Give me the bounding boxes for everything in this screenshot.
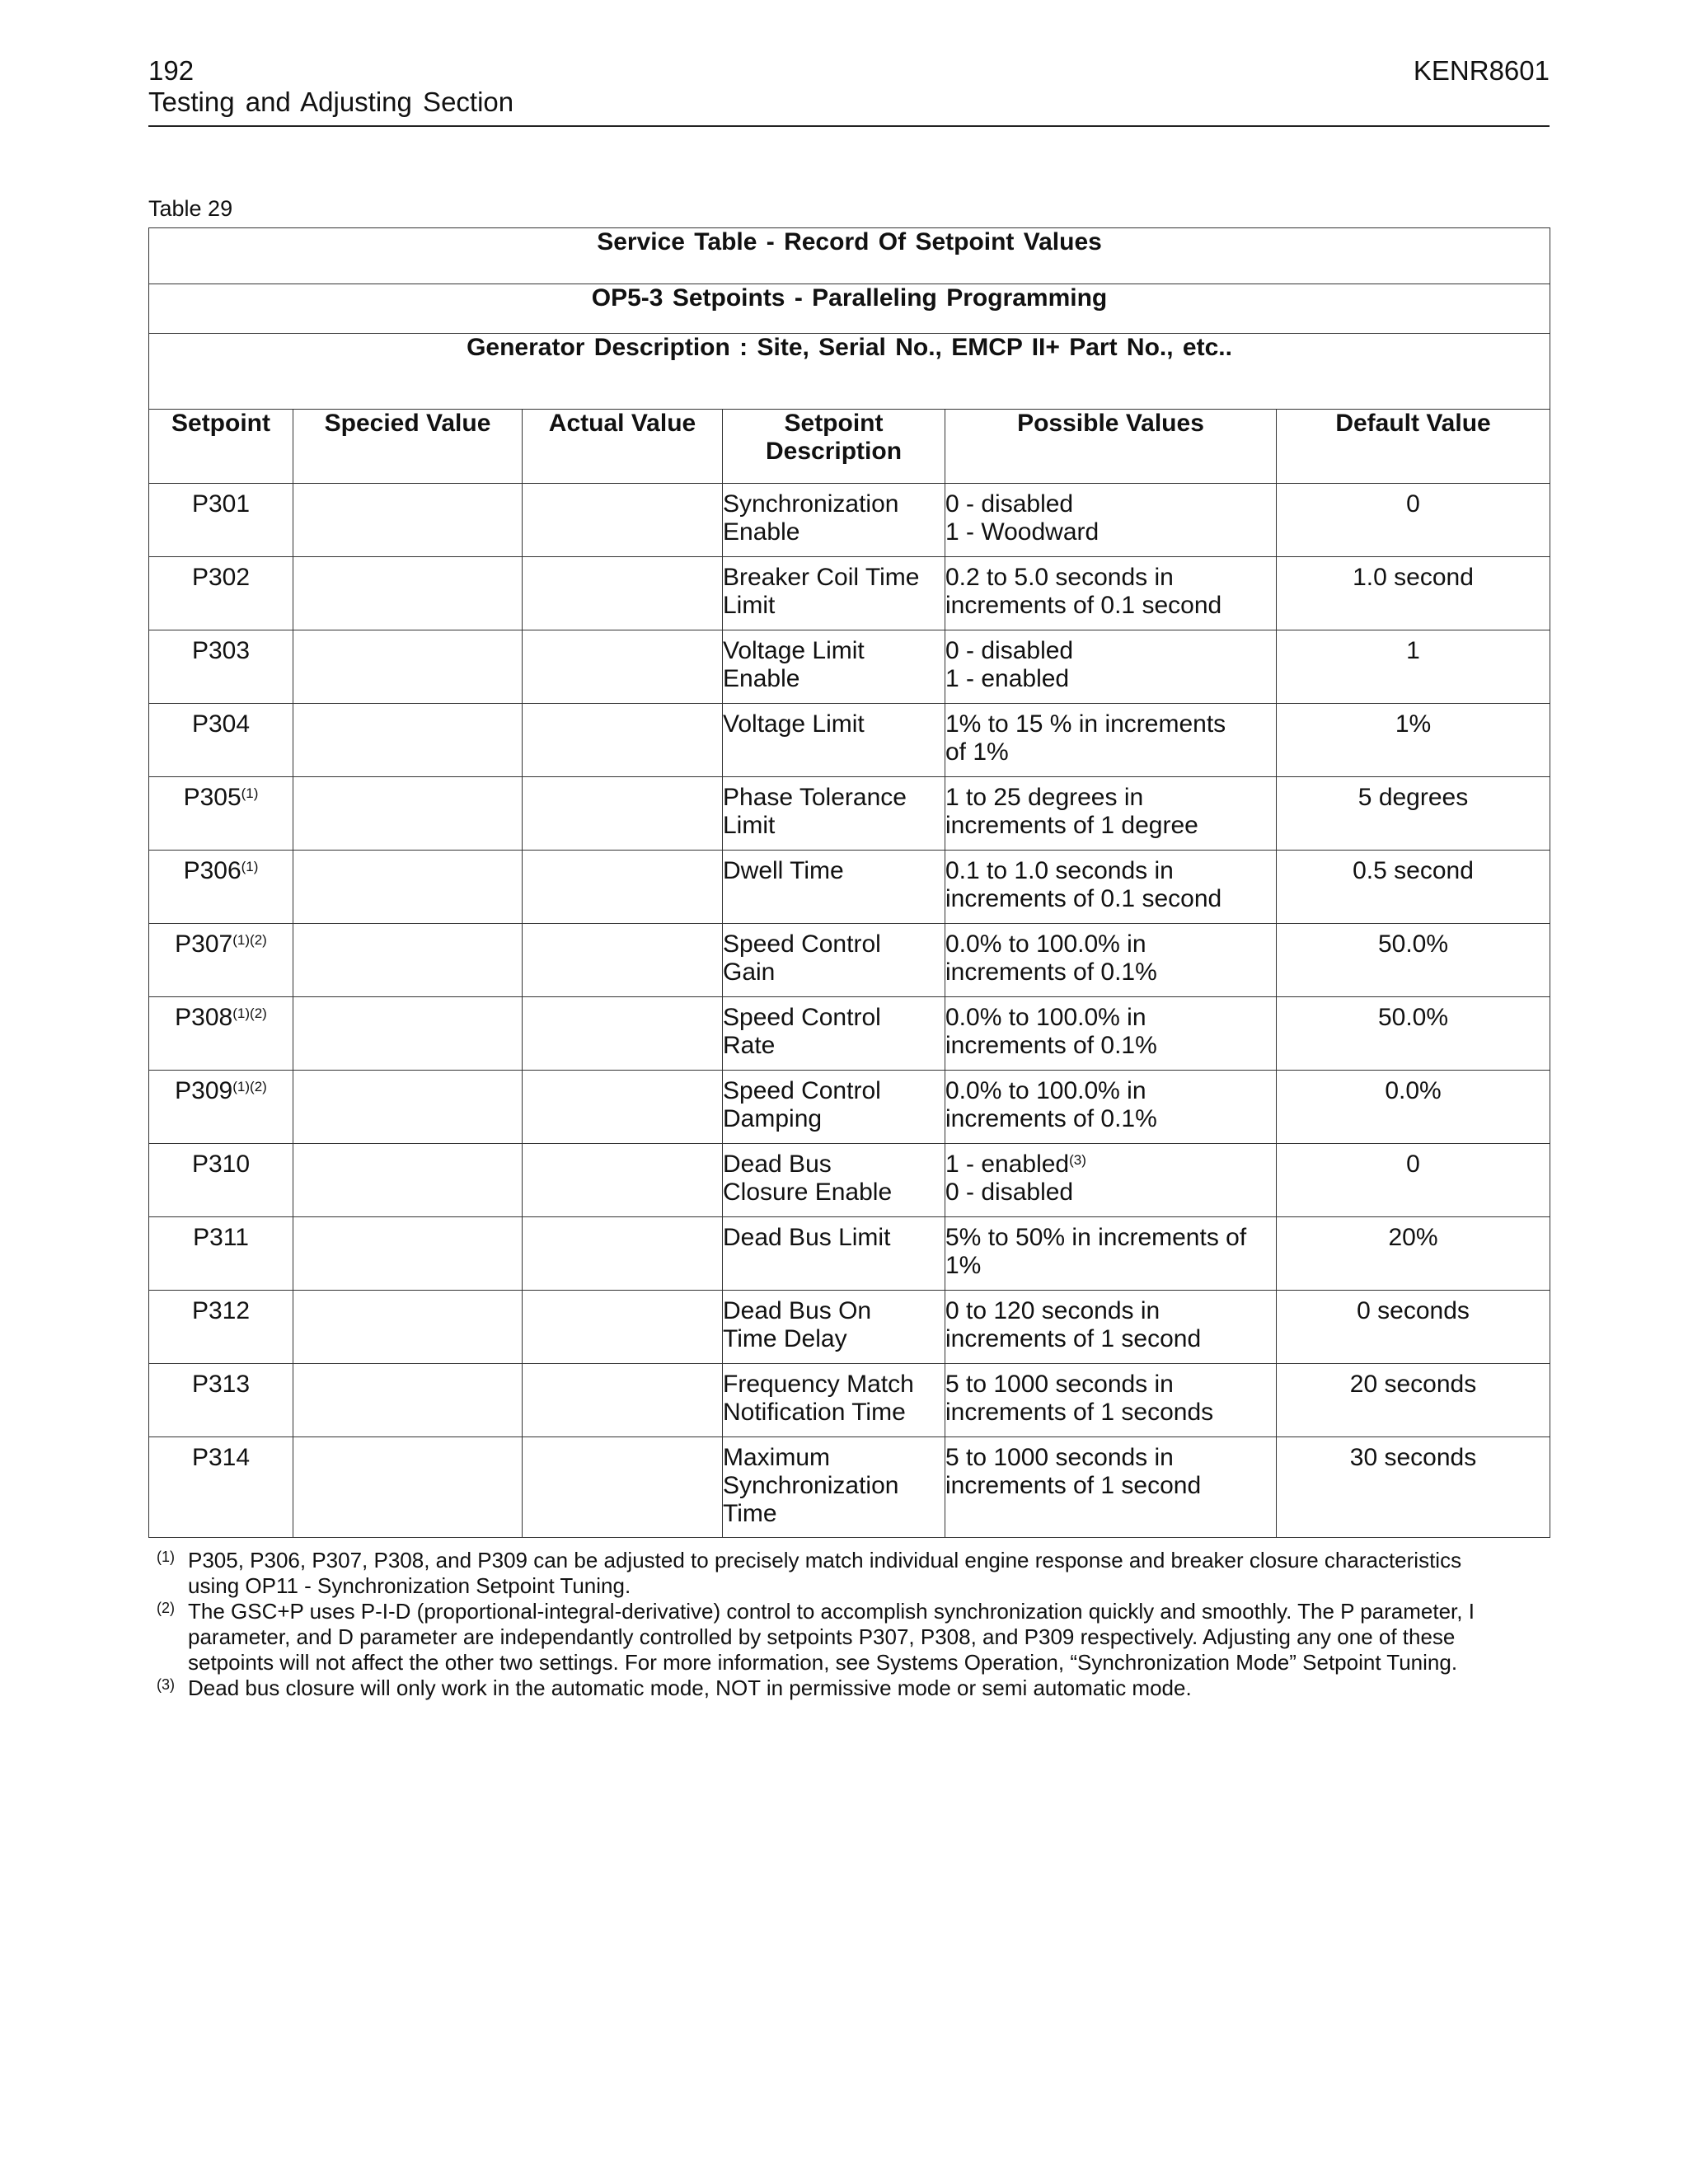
possible-value-line (945, 930, 1276, 958)
default-value-cell: 30 seconds (1277, 1437, 1550, 1538)
setpoint-id: P309 (175, 1077, 233, 1104)
setpoint-id: P310 (191, 1151, 251, 1178)
specified-value-cell[interactable] (293, 557, 523, 630)
description-line: Dead Bus Limit (723, 1224, 891, 1251)
specified-value-cell[interactable] (293, 1437, 523, 1538)
possible-values-cell (945, 1217, 1277, 1291)
default-value-cell: 5 degrees (1277, 777, 1550, 851)
footnote-ref: (1) (241, 785, 259, 801)
possible-value-line (945, 1371, 1276, 1399)
possible-values-cell (945, 777, 1277, 851)
possible-values-cell (945, 484, 1277, 557)
setpoint-id: P313 (191, 1371, 251, 1398)
default-value-cell: 1% (1277, 704, 1550, 777)
possible-value-line (945, 637, 1276, 665)
description-cell (723, 704, 945, 777)
specified-value-cell[interactable] (293, 484, 523, 557)
table-row (149, 777, 1550, 851)
setpoint-id: P304 (191, 710, 251, 738)
description-line: Synchronization (723, 1472, 899, 1499)
specified-value-cell[interactable] (293, 777, 523, 851)
possible-value-line (945, 857, 1276, 885)
possible-value-text: 5% to 50% in increments of (945, 1224, 1247, 1251)
description-line: Voltage Limit (723, 637, 865, 664)
possible-value-line: increments of 0.1 second (945, 592, 1222, 619)
setpoint-id: P302 (191, 564, 251, 591)
possible-value-line: 1 - Woodward (945, 518, 1100, 546)
column-header-row (149, 410, 1550, 484)
table-title: Service Table - Record Of Setpoint Values (149, 228, 1550, 284)
setpoint-cell (149, 924, 293, 997)
possible-value-text: 5 to 1000 seconds in (945, 1371, 1174, 1398)
description-line: Dead Bus (723, 1151, 832, 1178)
description-cell (723, 1364, 945, 1437)
possible-value-line (945, 490, 1276, 518)
footnote-ref: (1)(2) (232, 1079, 267, 1094)
description-line: Phase Tolerance (723, 784, 907, 811)
description-line: Speed Control (723, 1077, 881, 1104)
possible-value-text: 0.2 to 5.0 seconds in (945, 564, 1174, 591)
table-row (149, 704, 1550, 777)
col-setpoint-description (723, 410, 945, 484)
col-desc-line-1: Setpoint (784, 410, 884, 437)
default-value-cell: 50.0% (1277, 997, 1550, 1071)
setpoint-id: P314 (191, 1444, 251, 1471)
setpoint-cell (149, 851, 293, 924)
possible-values-cell (945, 1071, 1277, 1144)
setpoint-cell (149, 1071, 293, 1144)
possible-value-line: 1 - enabled (945, 665, 1070, 692)
possible-values-cell (945, 997, 1277, 1071)
table-subtitle: OP5-3 Setpoints - Paralleling Programming (149, 284, 1550, 334)
description-line: Breaker Coil Time (723, 564, 920, 591)
description-line: Maximum (723, 1444, 831, 1471)
description-line: Speed Control (723, 1004, 881, 1031)
specified-value-cell[interactable] (293, 1217, 523, 1291)
footnote-ref: (1)(2) (232, 1005, 267, 1021)
possible-value-text: 0.0% to 100.0% in (945, 1077, 1146, 1104)
possible-value-line: increments of 1 seconds (945, 1399, 1214, 1426)
possible-value-line: increments of 1 second (945, 1472, 1202, 1499)
description-cell (723, 630, 945, 704)
table-row (149, 484, 1550, 557)
col-actual-value: Actual Value (523, 410, 723, 484)
table-row (149, 557, 1550, 630)
actual-value-cell[interactable] (523, 1437, 723, 1538)
footnote-mark: (3) (157, 1676, 175, 1693)
description-line: Gain (723, 958, 776, 986)
actual-value-cell[interactable] (523, 1291, 723, 1364)
specified-value-cell[interactable] (293, 1071, 523, 1144)
table-row (149, 1437, 1550, 1538)
possible-value-text: 5 to 1000 seconds in (945, 1444, 1174, 1471)
setpoint-cell (149, 484, 293, 557)
setpoint-id: P306 (183, 857, 241, 884)
col-desc-line-2: Description (765, 438, 903, 465)
default-value-cell: 0 (1277, 1144, 1550, 1217)
actual-value-cell[interactable] (523, 1364, 723, 1437)
possible-value-line: 0 - disabled (945, 1179, 1074, 1206)
possible-value-line (945, 1151, 1276, 1179)
setpoint-id: P312 (191, 1297, 251, 1324)
setpoint-cell (149, 630, 293, 704)
possible-values-cell (945, 1364, 1277, 1437)
setpoint-cell (149, 1437, 293, 1538)
possible-value-text: 0 - disabled (945, 637, 1074, 664)
col-setpoint: Setpoint (149, 410, 293, 484)
setpoint-id: P305 (183, 784, 241, 811)
table-title-row (149, 228, 1550, 284)
possible-value-text: 0 - disabled (945, 490, 1074, 518)
footnote-ref: (1)(2) (232, 932, 267, 948)
possible-values-cell (945, 1291, 1277, 1364)
description-line: Rate (723, 1032, 776, 1059)
table-label: Table 29 (148, 196, 233, 221)
possible-value-line: increments of 1 degree (945, 812, 1198, 839)
setpoint-cell (149, 1217, 293, 1291)
col-possible-values: Possible Values (945, 410, 1277, 484)
possible-values-cell (945, 630, 1277, 704)
default-value-cell: 0 seconds (1277, 1291, 1550, 1364)
default-value-cell: 1.0 second (1277, 557, 1550, 630)
actual-value-cell[interactable] (523, 1217, 723, 1291)
setpoint-cell (149, 1144, 293, 1217)
description-cell (723, 851, 945, 924)
description-cell (723, 924, 945, 997)
possible-values-cell (945, 924, 1277, 997)
specified-value-cell[interactable] (293, 924, 523, 997)
setpoint-id: P311 (193, 1224, 249, 1251)
footnote-line: The GSC+P uses P-I-D (proportional-integral-derivative) control to accomplish synchronization quickly and smoothly. The P parameter, I (188, 1599, 1475, 1624)
possible-value-line (945, 564, 1276, 592)
section-title: Testing and Adjusting Section (148, 87, 514, 117)
actual-value-cell[interactable] (523, 1144, 723, 1217)
specified-value-cell[interactable] (293, 630, 523, 704)
footnote-line: parameter, and D parameter are independantly controlled by setpoints P307, P308, and P309 respectively. Adjusting any one of these (188, 1624, 1456, 1649)
possible-value-line: increments of 0.1% (945, 1105, 1157, 1132)
default-value-cell: 0 (1277, 484, 1550, 557)
setpoint-cell (149, 1291, 293, 1364)
possible-value-line (945, 784, 1276, 812)
possible-values-cell (945, 704, 1277, 777)
description-line: Voltage Limit (723, 710, 865, 738)
footnote-line: P305, P306, P307, P308, and P309 can be adjusted to precisely match individual engine response and breaker closure characteristics (188, 1548, 1462, 1572)
footnote (155, 1675, 1556, 1701)
possible-value-line (945, 1297, 1276, 1325)
table-row (149, 1071, 1550, 1144)
table-row (149, 1364, 1550, 1437)
possible-value-text: 0 to 120 seconds in (945, 1297, 1160, 1324)
footnote-mark: (1) (157, 1549, 175, 1565)
table-row (149, 1291, 1550, 1364)
default-value-cell: 0.5 second (1277, 851, 1550, 924)
setpoint-cell (149, 704, 293, 777)
specified-value-cell[interactable] (293, 704, 523, 777)
table-row (149, 1144, 1550, 1217)
description-line: Damping (723, 1105, 823, 1132)
description-line: Notification Time (723, 1399, 906, 1426)
footnote-ref: (1) (241, 859, 259, 874)
possible-values-cell (945, 1437, 1277, 1538)
actual-value-cell[interactable] (523, 997, 723, 1071)
table-subtitle-row (149, 284, 1550, 334)
specified-value-cell[interactable] (293, 1291, 523, 1364)
possible-value-line (945, 1004, 1276, 1032)
page-header (148, 54, 1550, 127)
specified-value-cell[interactable] (293, 851, 523, 924)
footnote-line: using OP11 - Synchronization Setpoint Tuning. (188, 1573, 631, 1598)
actual-value-cell[interactable] (523, 484, 723, 557)
possible-value-line: 1% (945, 1252, 982, 1279)
description-cell (723, 484, 945, 557)
setpoint-cell (149, 1364, 293, 1437)
footnote-ref: (3) (1069, 1152, 1086, 1168)
actual-value-cell[interactable] (523, 1071, 723, 1144)
possible-values-cell (945, 1144, 1277, 1217)
specified-value-cell[interactable] (293, 1144, 523, 1217)
footnotes (155, 1548, 1556, 1701)
description-cell (723, 1437, 945, 1538)
col-specified-value: Specied Value (293, 410, 523, 484)
default-value-cell: 20 seconds (1277, 1364, 1550, 1437)
default-value-cell: 20% (1277, 1217, 1550, 1291)
description-line: Time Delay (723, 1325, 847, 1352)
generator-description: Generator Description : Site, Serial No., EMCP II+ Part No., etc.. (149, 334, 1550, 410)
table-row (149, 630, 1550, 704)
possible-values-cell (945, 557, 1277, 630)
setpoint-id: P303 (191, 637, 251, 664)
description-line: Dwell Time (723, 857, 844, 884)
page-number: 192 (148, 55, 195, 86)
default-value-cell: 0.0% (1277, 1071, 1550, 1144)
actual-value-cell[interactable] (523, 557, 723, 630)
description-line: Time (723, 1500, 777, 1527)
description-line: Limit (723, 812, 776, 839)
setpoint-id: P308 (175, 1004, 233, 1031)
possible-value-text: 1 - enabled (945, 1151, 1070, 1178)
description-cell (723, 777, 945, 851)
setpoint-id: P307 (175, 930, 233, 958)
possible-value-line: of 1% (945, 738, 1009, 766)
footnote-line: Dead bus closure will only work in the automatic mode, NOT in permissive mode or semi automatic mode. (188, 1675, 1192, 1700)
col-default-value: Default Value (1277, 410, 1550, 484)
description-line: Closure Enable (723, 1179, 893, 1206)
description-line: Enable (723, 665, 800, 692)
table-row (149, 851, 1550, 924)
default-value-cell: 1 (1277, 630, 1550, 704)
possible-value-line (945, 1077, 1276, 1105)
possible-value-text: 0.0% to 100.0% in (945, 930, 1146, 958)
description-line: Speed Control (723, 930, 881, 958)
actual-value-cell[interactable] (523, 704, 723, 777)
actual-value-cell[interactable] (523, 777, 723, 851)
description-line: Frequency Match (723, 1371, 914, 1398)
description-line: Limit (723, 592, 776, 619)
specified-value-cell[interactable] (293, 997, 523, 1071)
description-cell (723, 1217, 945, 1291)
description-line: Synchronization (723, 490, 899, 518)
possible-value-line: increments of 0.1% (945, 958, 1157, 986)
specified-value-cell[interactable] (293, 1364, 523, 1437)
actual-value-cell[interactable] (523, 630, 723, 704)
table-row (149, 924, 1550, 997)
footnote-line: setpoints will not affect the other two settings. For more information, see Systems Operation, “Synchronization Mode” Setpoint Tuning. (188, 1650, 1458, 1675)
actual-value-cell[interactable] (523, 924, 723, 997)
generator-description-row (149, 334, 1550, 410)
description-cell (723, 1291, 945, 1364)
description-cell (723, 1144, 945, 1217)
description-cell (723, 557, 945, 630)
description-line: Dead Bus On (723, 1297, 872, 1324)
footnote (155, 1599, 1556, 1675)
actual-value-cell[interactable] (523, 851, 723, 924)
possible-value-text: 0.0% to 100.0% in (945, 1004, 1146, 1031)
setpoint-id: P301 (191, 490, 251, 518)
possible-value-text: 1 to 25 degrees in (945, 784, 1144, 811)
possible-value-line (945, 710, 1276, 738)
default-value-cell: 50.0% (1277, 924, 1550, 997)
description-cell (723, 1071, 945, 1144)
possible-value-line: increments of 0.1 second (945, 885, 1222, 912)
possible-value-line: increments of 0.1% (945, 1032, 1157, 1059)
possible-values-cell (945, 851, 1277, 924)
setpoint-cell (149, 557, 293, 630)
table-row (149, 1217, 1550, 1291)
setpoint-table (148, 227, 1550, 1538)
possible-value-line: increments of 1 second (945, 1325, 1202, 1352)
possible-value-line (945, 1444, 1276, 1472)
footnote (155, 1548, 1556, 1599)
description-cell (723, 997, 945, 1071)
description-line: Enable (723, 518, 800, 546)
possible-value-text: 0.1 to 1.0 seconds in (945, 857, 1174, 884)
possible-value-text: 1% to 15 % in increments (945, 710, 1226, 738)
setpoint-cell (149, 777, 293, 851)
possible-value-line (945, 1224, 1276, 1252)
document-id: KENR8601 (1413, 55, 1550, 86)
setpoint-cell (149, 997, 293, 1071)
footnote-mark: (2) (157, 1600, 175, 1616)
table-row (149, 997, 1550, 1071)
